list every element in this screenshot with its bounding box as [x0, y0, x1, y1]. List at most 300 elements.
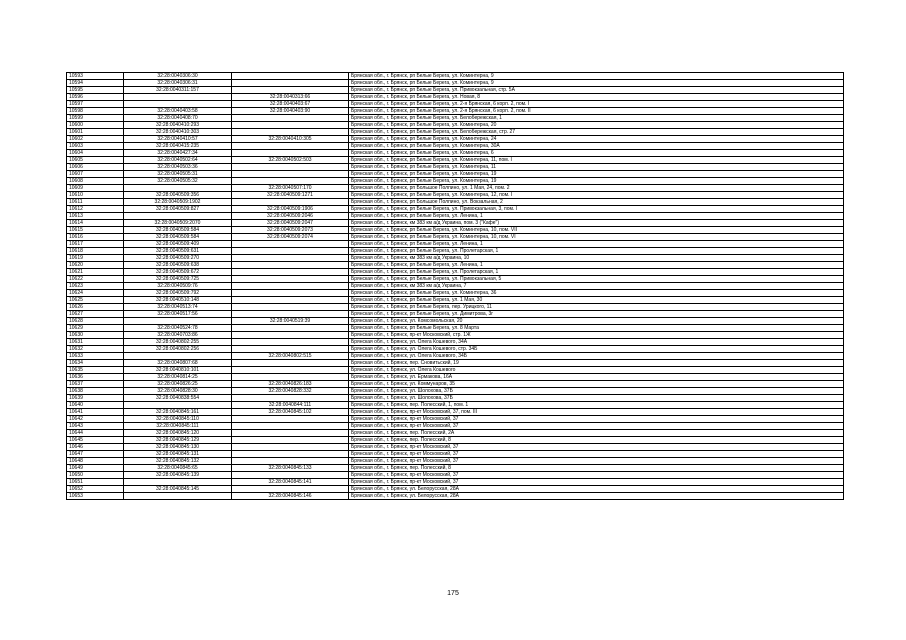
- row-number-cell: 10617: [67, 241, 124, 248]
- row-number-cell: 10653: [67, 493, 124, 500]
- land-cadastral-number-cell: [124, 185, 232, 192]
- land-cadastral-number-cell: 32:28:0040509:584: [124, 227, 232, 234]
- row-number-cell: 10610: [67, 192, 124, 199]
- land-cadastral-number-cell: 32:28:0040845:145: [124, 486, 232, 493]
- land-cadastral-number-cell: [124, 94, 232, 101]
- building-cadastral-number-cell: 32:28:0040403:67: [232, 101, 349, 108]
- row-number-cell: 10631: [67, 339, 124, 346]
- address-cell: Брянская обл., г. Брянск, рп Белые Берега, ул. Белобережская, стр. 27: [349, 129, 844, 136]
- address-cell: Брянская обл., г. Брянск, рп Белые Берега, ул. 8 Марта: [349, 325, 844, 332]
- land-cadastral-number-cell: 32:28:0040410:293: [124, 122, 232, 129]
- row-number-cell: 10596: [67, 94, 124, 101]
- row-number-cell: 10648: [67, 458, 124, 465]
- land-cadastral-number-cell: 32:28:0040502:64: [124, 157, 232, 164]
- land-cadastral-number-cell: 32:28:0040509:2070: [124, 220, 232, 227]
- building-cadastral-number-cell: [232, 262, 349, 269]
- table-row: [67, 346, 844, 353]
- building-cadastral-number-cell: [232, 171, 349, 178]
- building-cadastral-number-cell: [232, 325, 349, 332]
- row-number-cell: 10593: [67, 73, 124, 80]
- row-number-cell: 10623: [67, 283, 124, 290]
- row-number-cell: 10618: [67, 248, 124, 255]
- address-cell: Брянская обл., г. Брянск, пер. Полесский, 2А: [349, 430, 844, 437]
- table-row: [67, 402, 844, 409]
- table-row: [67, 493, 844, 500]
- table-row: [67, 143, 844, 150]
- land-cadastral-number-cell: 32:28:0040845:132: [124, 458, 232, 465]
- land-cadastral-number-cell: 32:28:0040802:255: [124, 339, 232, 346]
- address-cell: Брянская обл., г. Брянск, ул. Ермакова, 16А: [349, 374, 844, 381]
- row-number-cell: 10625: [67, 297, 124, 304]
- table-row: [67, 304, 844, 311]
- row-number-cell: 10622: [67, 276, 124, 283]
- building-cadastral-number-cell: [232, 374, 349, 381]
- address-cell: Брянская обл., г. Брянск, ул. Шолохова, 37Б: [349, 388, 844, 395]
- row-number-cell: 10649: [67, 465, 124, 472]
- address-cell: Брянская обл., г. Брянск, ул. Олега Кошевого, 34А: [349, 339, 844, 346]
- building-cadastral-number-cell: [232, 143, 349, 150]
- table-row: [67, 276, 844, 283]
- building-cadastral-number-cell: 32:28:0040519:39: [232, 318, 349, 325]
- address-cell: Брянская обл., г. Брянск, пер. Сновитьский, 19: [349, 360, 844, 367]
- building-cadastral-number-cell: 32:28:0040845:133: [232, 465, 349, 472]
- address-cell: Брянская обл., г. Брянск, рп Белые Берега, ул. 1 Мая, 30: [349, 297, 844, 304]
- row-number-cell: 10595: [67, 87, 124, 94]
- building-cadastral-number-cell: 32:28:0040828:332: [232, 388, 349, 395]
- table-row: [67, 283, 844, 290]
- land-cadastral-number-cell: [124, 493, 232, 500]
- table-row: [67, 199, 844, 206]
- table-row: [67, 178, 844, 185]
- address-cell: Брянская обл., г. Брянск, рп Белые Берега, ул. 2-я Брянская, 6 корп. 2, пом. II: [349, 108, 844, 115]
- building-cadastral-number-cell: [232, 451, 349, 458]
- address-cell: Брянская обл., г. Брянск, км 383 км а/д Украина, пом. 3 ("Кафе"): [349, 220, 844, 227]
- address-cell: Брянская обл., г. Брянск, ул. Олега Кошевого, стр. 34Б: [349, 346, 844, 353]
- building-cadastral-number-cell: 32:28:0040509:2074: [232, 234, 349, 241]
- row-number-cell: 10620: [67, 262, 124, 269]
- building-cadastral-number-cell: [232, 269, 349, 276]
- row-number-cell: 10646: [67, 444, 124, 451]
- land-cadastral-number-cell: [124, 479, 232, 486]
- row-number-cell: 10647: [67, 451, 124, 458]
- row-number-cell: 10605: [67, 157, 124, 164]
- building-cadastral-number-cell: [232, 115, 349, 122]
- land-cadastral-number-cell: 32:28:0040509:76: [124, 283, 232, 290]
- building-cadastral-number-cell: [232, 276, 349, 283]
- table-row: [67, 486, 844, 493]
- address-cell: Брянская обл., г. Брянск, рп Белые Берега, ул. Коминтерна, 24: [349, 136, 844, 143]
- land-cadastral-number-cell: 32:28:0040403:58: [124, 108, 232, 115]
- row-number-cell: 10639: [67, 395, 124, 402]
- land-cadastral-number-cell: 32:28:0040509:631: [124, 248, 232, 255]
- land-cadastral-number-cell: 32:28:0040509:1902: [124, 199, 232, 206]
- address-cell: Брянская обл., г. Брянск, рп Белые Берега, ул. Коминтерна, 20: [349, 122, 844, 129]
- land-cadastral-number-cell: 32:28:0040517:56: [124, 311, 232, 318]
- address-cell: Брянская обл., г. Брянск, рп Большое Полпино, ул. Вокзальная, 2: [349, 199, 844, 206]
- table-row: [67, 395, 844, 402]
- page-number: 175: [447, 590, 459, 597]
- building-cadastral-number-cell: [232, 283, 349, 290]
- table-row: [67, 185, 844, 192]
- row-number-cell: 10627: [67, 311, 124, 318]
- address-cell: Брянская обл., г. Брянск, пер. Полесский, 8: [349, 437, 844, 444]
- building-cadastral-number-cell: [232, 346, 349, 353]
- table-row: [67, 213, 844, 220]
- table-row: [67, 206, 844, 213]
- table-row: [67, 80, 844, 87]
- land-cadastral-number-cell: 32:28:0040845:65: [124, 465, 232, 472]
- table-row: [67, 388, 844, 395]
- address-cell: Брянская обл., г. Брянск, рп Белые Берега, ул. Ленина, 1: [349, 213, 844, 220]
- row-number-cell: 10651: [67, 479, 124, 486]
- building-cadastral-number-cell: [232, 360, 349, 367]
- row-number-cell: 10615: [67, 227, 124, 234]
- address-cell: Брянская обл., г. Брянск, рп Белые Берега, ул. Коминтерна, 36: [349, 290, 844, 297]
- address-cell: Брянская обл., г. Брянск, рп Белые Берега, пер. Урицкого, 11: [349, 304, 844, 311]
- building-cadastral-number-cell: [232, 164, 349, 171]
- table-row: [67, 339, 844, 346]
- building-cadastral-number-cell: [232, 122, 349, 129]
- land-cadastral-number-cell: [124, 213, 232, 220]
- land-cadastral-number-cell: 32:28:0040311:157: [124, 87, 232, 94]
- row-number-cell: 10643: [67, 423, 124, 430]
- address-cell: Брянская обл., г. Брянск, пр-кт Московский, 37: [349, 458, 844, 465]
- address-cell: Брянская обл., г. Брянск, рп Белые Берега, ул. Коминтерна, 9: [349, 73, 844, 80]
- building-cadastral-number-cell: [232, 80, 349, 87]
- row-number-cell: 10624: [67, 290, 124, 297]
- row-number-cell: 10607: [67, 171, 124, 178]
- table-row: [67, 472, 844, 479]
- land-cadastral-number-cell: 32:28:0040509:356: [124, 192, 232, 199]
- building-cadastral-number-cell: 32:28:0040509:2046: [232, 213, 349, 220]
- table-row: [67, 248, 844, 255]
- table-row: [67, 150, 844, 157]
- building-cadastral-number-cell: 32:28:0040845:141: [232, 479, 349, 486]
- row-number-cell: 10634: [67, 360, 124, 367]
- row-number-cell: 10619: [67, 255, 124, 262]
- land-cadastral-number-cell: 32:28:0040802:256: [124, 346, 232, 353]
- table-row: [67, 255, 844, 262]
- address-cell: Брянская обл., г. Брянск, пер. Полесский, 8: [349, 465, 844, 472]
- building-cadastral-number-cell: 32:28:0040826:183: [232, 381, 349, 388]
- table-row: [67, 479, 844, 486]
- table-row: [67, 297, 844, 304]
- address-cell: Брянская обл., г. Брянск, рп Белые Берега, ул. Пролетарская, 1: [349, 248, 844, 255]
- row-number-cell: 10641: [67, 409, 124, 416]
- building-cadastral-number-cell: [232, 87, 349, 94]
- land-cadastral-number-cell: 32:28:0040509:584: [124, 234, 232, 241]
- row-number-cell: 10650: [67, 472, 124, 479]
- table-row: [67, 220, 844, 227]
- land-cadastral-number-cell: 32:28:0040505:31: [124, 171, 232, 178]
- address-cell: Брянская обл., г. Брянск, ул. Олега Кошевого, 34Б: [349, 353, 844, 360]
- building-cadastral-number-cell: 32:28:0040313:66: [232, 94, 349, 101]
- row-number-cell: 10616: [67, 234, 124, 241]
- building-cadastral-number-cell: [232, 423, 349, 430]
- building-cadastral-number-cell: 32:28:0040509:1271: [232, 192, 349, 199]
- table-row: [67, 101, 844, 108]
- building-cadastral-number-cell: 32:28:0040507:170: [232, 185, 349, 192]
- row-number-cell: 10652: [67, 486, 124, 493]
- address-cell: Брянская обл., г. Брянск, рп Белые Берега, ул. Новая, 8: [349, 94, 844, 101]
- row-number-cell: 10594: [67, 80, 124, 87]
- row-number-cell: 10637: [67, 381, 124, 388]
- address-cell: Брянская обл., г. Брянск, рп Белые Берега, ул. Привокзальная, 3, пом. I: [349, 206, 844, 213]
- row-number-cell: 10599: [67, 115, 124, 122]
- building-cadastral-number-cell: [232, 486, 349, 493]
- land-cadastral-number-cell: 32:28:0040845:139: [124, 472, 232, 479]
- land-cadastral-number-cell: 32:28:0040845:111: [124, 423, 232, 430]
- building-cadastral-number-cell: 32:28:0040502:503: [232, 157, 349, 164]
- row-number-cell: 10644: [67, 430, 124, 437]
- land-cadastral-number-cell: 32:28:0040826:25: [124, 381, 232, 388]
- table-row: [67, 437, 844, 444]
- land-cadastral-number-cell: 32:28:0040505:32: [124, 178, 232, 185]
- building-cadastral-number-cell: [232, 472, 349, 479]
- table-row: [67, 311, 844, 318]
- row-number-cell: 10636: [67, 374, 124, 381]
- table-row: [67, 290, 844, 297]
- address-cell: Брянская обл., г. Брянск, рп Белые Берега, ул. Коминтерна, 11, пом. I: [349, 157, 844, 164]
- address-cell: Брянская обл., г. Брянск, рп Большое Полпино, ул. 1 Мая, 24, пом. 2: [349, 185, 844, 192]
- building-cadastral-number-cell: [232, 367, 349, 374]
- land-cadastral-number-cell: [124, 318, 232, 325]
- table-row: [67, 122, 844, 129]
- land-cadastral-number-cell: 32:28:0040513:74: [124, 304, 232, 311]
- table-row: [67, 269, 844, 276]
- address-cell: Брянская обл., г. Брянск, ул. Комсомольская, 20: [349, 318, 844, 325]
- table-row: [67, 465, 844, 472]
- address-cell: Брянская обл., г. Брянск, пр-кт Московский, 37: [349, 416, 844, 423]
- row-number-cell: 10632: [67, 346, 124, 353]
- land-cadastral-number-cell: 32:28:0040845:161: [124, 409, 232, 416]
- building-cadastral-number-cell: 32:28:0040802:515: [232, 353, 349, 360]
- land-cadastral-number-cell: 32:28:0040845:129: [124, 437, 232, 444]
- table-row: [67, 318, 844, 325]
- building-cadastral-number-cell: [232, 395, 349, 402]
- address-cell: Брянская обл., г. Брянск, рп Белые Берега, ул. 2-я Брянская, 6 корп. 2, пом. I: [349, 101, 844, 108]
- address-cell: Брянская обл., г. Брянск, рп Белые Берега, ул. Белобережская, 1: [349, 115, 844, 122]
- row-number-cell: 10628: [67, 318, 124, 325]
- address-cell: Брянская обл., г. Брянск, рп Белые Берега, ул. Коминтерна, 10, пом. VII: [349, 227, 844, 234]
- address-cell: Брянская обл., г. Брянск, ул. Шолохова, 37Б: [349, 395, 844, 402]
- table-row: [67, 94, 844, 101]
- land-cadastral-number-cell: 32:28:0040845:131: [124, 451, 232, 458]
- building-cadastral-number-cell: 32:28:0040403:90: [232, 108, 349, 115]
- building-cadastral-number-cell: [232, 339, 349, 346]
- table-row: [67, 227, 844, 234]
- row-number-cell: 10635: [67, 367, 124, 374]
- table-row: [67, 360, 844, 367]
- building-cadastral-number-cell: [232, 178, 349, 185]
- row-number-cell: 10604: [67, 150, 124, 157]
- table-row: [67, 164, 844, 171]
- address-cell: Брянская обл., г. Брянск, рп Белые Берега, ул. Коминтерна, 10, пом. VI: [349, 234, 844, 241]
- building-cadastral-number-cell: 32:28:0040509:1906: [232, 206, 349, 213]
- land-cadastral-number-cell: 32:28:0040509:638: [124, 262, 232, 269]
- table-row: [67, 241, 844, 248]
- land-cadastral-number-cell: 32:28:0040410:303: [124, 129, 232, 136]
- land-cadastral-number-cell: 32:28:0040509:792: [124, 290, 232, 297]
- land-cadastral-number-cell: 32:28:0040845:120: [124, 430, 232, 437]
- building-cadastral-number-cell: 32:28:0040410:305: [232, 136, 349, 143]
- table-row: [67, 367, 844, 374]
- land-cadastral-number-cell: 32:28:0040524:78: [124, 325, 232, 332]
- building-cadastral-number-cell: [232, 416, 349, 423]
- address-cell: Брянская обл., г. Брянск, рп Белые Берега, ул. Коминтерна, 12, пом. I: [349, 192, 844, 199]
- table-row: [67, 416, 844, 423]
- row-number-cell: 10608: [67, 178, 124, 185]
- address-cell: Брянская обл., г. Брянск, пер. Полесский, 1, пом. 1: [349, 402, 844, 409]
- building-cadastral-number-cell: [232, 241, 349, 248]
- land-cadastral-number-cell: 32:28:0040509:827: [124, 206, 232, 213]
- table-body: [67, 73, 844, 500]
- address-cell: Брянская обл., г. Брянск, рп Белые Берега, ул. Ленина, 1: [349, 241, 844, 248]
- building-cadastral-number-cell: [232, 129, 349, 136]
- table-row: [67, 451, 844, 458]
- building-cadastral-number-cell: 32:28:0040509:2073: [232, 227, 349, 234]
- building-cadastral-number-cell: [232, 332, 349, 339]
- land-cadastral-number-cell: [124, 402, 232, 409]
- land-cadastral-number-cell: 32:28:0040845:130: [124, 444, 232, 451]
- address-cell: Брянская обл., г. Брянск, ул. Олега Кошевого: [349, 367, 844, 374]
- row-number-cell: 10626: [67, 304, 124, 311]
- land-cadastral-number-cell: 32:28:0040828:30: [124, 388, 232, 395]
- land-cadastral-number-cell: 32:28:0040509:725: [124, 276, 232, 283]
- table-row: [67, 332, 844, 339]
- table-row: [67, 157, 844, 164]
- row-number-cell: 10600: [67, 122, 124, 129]
- address-cell: Брянская обл., г. Брянск, рп Белые Берега, ул. Привокзальная, 5: [349, 276, 844, 283]
- building-cadastral-number-cell: [232, 290, 349, 297]
- row-number-cell: 10629: [67, 325, 124, 332]
- building-cadastral-number-cell: [232, 430, 349, 437]
- address-cell: Брянская обл., г. Брянск, рп Белые Берега, ул. Коминтерна, 19: [349, 171, 844, 178]
- building-cadastral-number-cell: [232, 199, 349, 206]
- row-number-cell: 10630: [67, 332, 124, 339]
- row-number-cell: 10638: [67, 388, 124, 395]
- row-number-cell: 10612: [67, 206, 124, 213]
- address-cell: Брянская обл., г. Брянск, рп Белые Берега, ул. Коминтерна, 11: [349, 164, 844, 171]
- address-cell: Брянская обл., г. Брянск, рп Белые Берега, ул. Димитрова, 3г: [349, 311, 844, 318]
- property-table: [66, 72, 844, 500]
- address-cell: Брянская обл., г. Брянск, км 383 км а/д Украина, 10: [349, 255, 844, 262]
- land-cadastral-number-cell: 32:28:0040838:554: [124, 395, 232, 402]
- row-number-cell: 10645: [67, 437, 124, 444]
- building-cadastral-number-cell: 32:28:0040844:111: [232, 402, 349, 409]
- address-cell: Брянская обл., г. Брянск, км 383 км а/д Украина, 7: [349, 283, 844, 290]
- land-cadastral-number-cell: 32:28:0040810:101: [124, 367, 232, 374]
- land-cadastral-number-cell: 32:28:0040427:34: [124, 150, 232, 157]
- land-cadastral-number-cell: [124, 353, 232, 360]
- address-cell: Брянская обл., г. Брянск, пр-кт Московский, 37: [349, 451, 844, 458]
- row-number-cell: 10614: [67, 220, 124, 227]
- building-cadastral-number-cell: 32:28:0040845:102: [232, 409, 349, 416]
- building-cadastral-number-cell: [232, 304, 349, 311]
- row-number-cell: 10598: [67, 108, 124, 115]
- building-cadastral-number-cell: [232, 248, 349, 255]
- row-number-cell: 10611: [67, 199, 124, 206]
- table-row: [67, 171, 844, 178]
- address-cell: Брянская обл., г. Брянск, пр-кт Московский, 37: [349, 472, 844, 479]
- row-number-cell: 10613: [67, 213, 124, 220]
- land-cadastral-number-cell: 32:28:0040306:30: [124, 73, 232, 80]
- row-number-cell: 10606: [67, 164, 124, 171]
- address-cell: Брянская обл., г. Брянск, пр-кт Московский, 37: [349, 444, 844, 451]
- table-row: [67, 73, 844, 80]
- row-number-cell: 10603: [67, 143, 124, 150]
- row-number-cell: 10621: [67, 269, 124, 276]
- address-cell: Брянская обл., г. Брянск, пр-кт Московский, 37, пом. III: [349, 409, 844, 416]
- land-cadastral-number-cell: 32:28:0040703:86: [124, 332, 232, 339]
- table-row: [67, 136, 844, 143]
- building-cadastral-number-cell: [232, 255, 349, 262]
- row-number-cell: 10642: [67, 416, 124, 423]
- land-cadastral-number-cell: 32:28:0040510:148: [124, 297, 232, 304]
- building-cadastral-number-cell: [232, 150, 349, 157]
- land-cadastral-number-cell: 32:28:0040845:110: [124, 416, 232, 423]
- address-cell: Брянская обл., г. Брянск, рп Белые Берега, ул. Коминтерна, 9: [349, 80, 844, 87]
- address-cell: Брянская обл., г. Брянск, ул. Белорусская, 28А: [349, 486, 844, 493]
- building-cadastral-number-cell: [232, 297, 349, 304]
- row-number-cell: 10609: [67, 185, 124, 192]
- table-row: [67, 374, 844, 381]
- address-cell: Брянская обл., г. Брянск, пр-кт Московский, стр. 1Ж: [349, 332, 844, 339]
- building-cadastral-number-cell: 32:28:0040509:2047: [232, 220, 349, 227]
- table-row: [67, 234, 844, 241]
- land-cadastral-number-cell: 32:28:0040509:672: [124, 269, 232, 276]
- land-cadastral-number-cell: 32:28:0040814:25: [124, 374, 232, 381]
- table-row: [67, 262, 844, 269]
- row-number-cell: 10633: [67, 353, 124, 360]
- address-cell: Брянская обл., г. Брянск, рп Белые Берега, ул. Пролетарская, 1: [349, 269, 844, 276]
- address-cell: Брянская обл., г. Брянск, ул. Коммунаров, 35: [349, 381, 844, 388]
- table-row: [67, 129, 844, 136]
- land-cadastral-number-cell: 32:28:0040410:57: [124, 136, 232, 143]
- table-row: [67, 87, 844, 94]
- address-cell: Брянская обл., г. Брянск, рп Белые Берега, ул. Коминтерна, 30А: [349, 143, 844, 150]
- address-cell: Брянская обл., г. Брянск, пр-кт Московский, 37: [349, 479, 844, 486]
- building-cadastral-number-cell: [232, 458, 349, 465]
- table-row: [67, 108, 844, 115]
- row-number-cell: 10602: [67, 136, 124, 143]
- table-row: [67, 409, 844, 416]
- table-row: [67, 430, 844, 437]
- building-cadastral-number-cell: 32:28:0040845:146: [232, 493, 349, 500]
- table-row: [67, 325, 844, 332]
- row-number-cell: 10597: [67, 101, 124, 108]
- land-cadastral-number-cell: 32:28:0040807:68: [124, 360, 232, 367]
- land-cadastral-number-cell: 32:28:0040509:270: [124, 255, 232, 262]
- building-cadastral-number-cell: [232, 73, 349, 80]
- table-row: [67, 381, 844, 388]
- building-cadastral-number-cell: [232, 444, 349, 451]
- address-cell: Брянская обл., г. Брянск, ул. Белорусская, 28А: [349, 493, 844, 500]
- row-number-cell: 10601: [67, 129, 124, 136]
- table-row: [67, 353, 844, 360]
- address-cell: Брянская обл., г. Брянск, рп Белые Берега, ул. Ленина, 1: [349, 262, 844, 269]
- address-cell: Брянская обл., г. Брянск, пр-кт Московский, 37: [349, 423, 844, 430]
- table-row: [67, 458, 844, 465]
- table-row: [67, 444, 844, 451]
- land-cadastral-number-cell: 32:28:0040408:70: [124, 115, 232, 122]
- table-row: [67, 192, 844, 199]
- land-cadastral-number-cell: 32:28:0040509:409: [124, 241, 232, 248]
- land-cadastral-number-cell: 32:28:0040415:235: [124, 143, 232, 150]
- building-cadastral-number-cell: [232, 311, 349, 318]
- land-cadastral-number-cell: 32:28:0040306:31: [124, 80, 232, 87]
- address-cell: Брянская обл., г. Брянск, рп Белые Берега, ул. Коминтерна, 19: [349, 178, 844, 185]
